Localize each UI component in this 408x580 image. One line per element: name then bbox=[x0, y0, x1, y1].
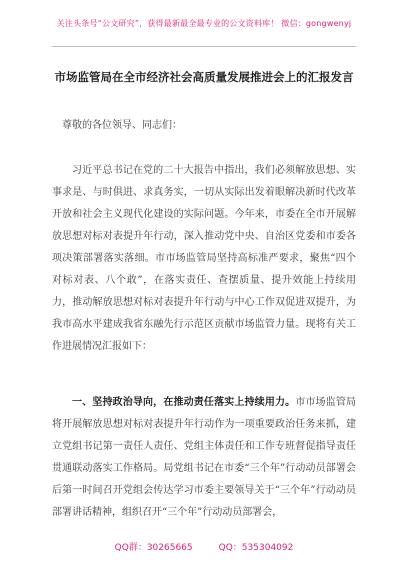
footer-contact bbox=[0, 540, 408, 553]
header-divider bbox=[52, 46, 356, 47]
section-1-heading: 一、坚持政治导向，在推动责任落实上持续用力。 bbox=[72, 397, 296, 408]
salutation: 尊敬的各位领导、同志们： bbox=[62, 120, 182, 131]
header-note: 关注头条号“公文研究”，获得最新最全最专业的公文资料库！ 微信：gongwenyj bbox=[56, 19, 352, 28]
footer-qq-group: QQ群：30265665 bbox=[114, 543, 193, 553]
paragraph-intro-text: 习近平总书记在党的二十大报告中指出，我们必须解放思想、实事求是、与时俱进、求真务实，一切从实际出发着眼解决新时代改革开放和社会主义现代化建设的实际问题。今年来，市委在全市开展解放思想对标对表提升年行动，深入推动党中央、自治区党委和市委各项决策部署落实落细。市市场监管局坚持高标准严要求，聚焦“四个对标对表、八个敢”，在落实责任、查摆质量、提升效能上持续用力，推动解放思想对标对表提升年行动与中心工作双促进双提升，为我市高水平建成我省东融先行示范区贡献市场监管力量。现将有关工作进展情况汇报如下： bbox=[52, 165, 356, 352]
section-1-text: 市市场监管局将开展解放思想对标对表提升年行动作为一项重要政治任务来抓，建立党组书记第一责任人责任、党组主体责任和工作专班督促指导责任贯通联动落实工作格局。局党组书记在市委“三个年”行动动员部署会后第一时间召开党组会传达学习市委主要领导关于“三个年”行动动员部署讲话精神，组织召开“三个年”行动动员部署会， bbox=[52, 397, 357, 518]
footer-qq: QQ：535304092 bbox=[218, 543, 294, 553]
document-title: 市场监管局在全市经济社会高质量发展推进会上的汇报发言 bbox=[54, 70, 354, 84]
paragraph-section-1 bbox=[52, 370, 356, 524]
paragraph-intro bbox=[52, 138, 356, 358]
